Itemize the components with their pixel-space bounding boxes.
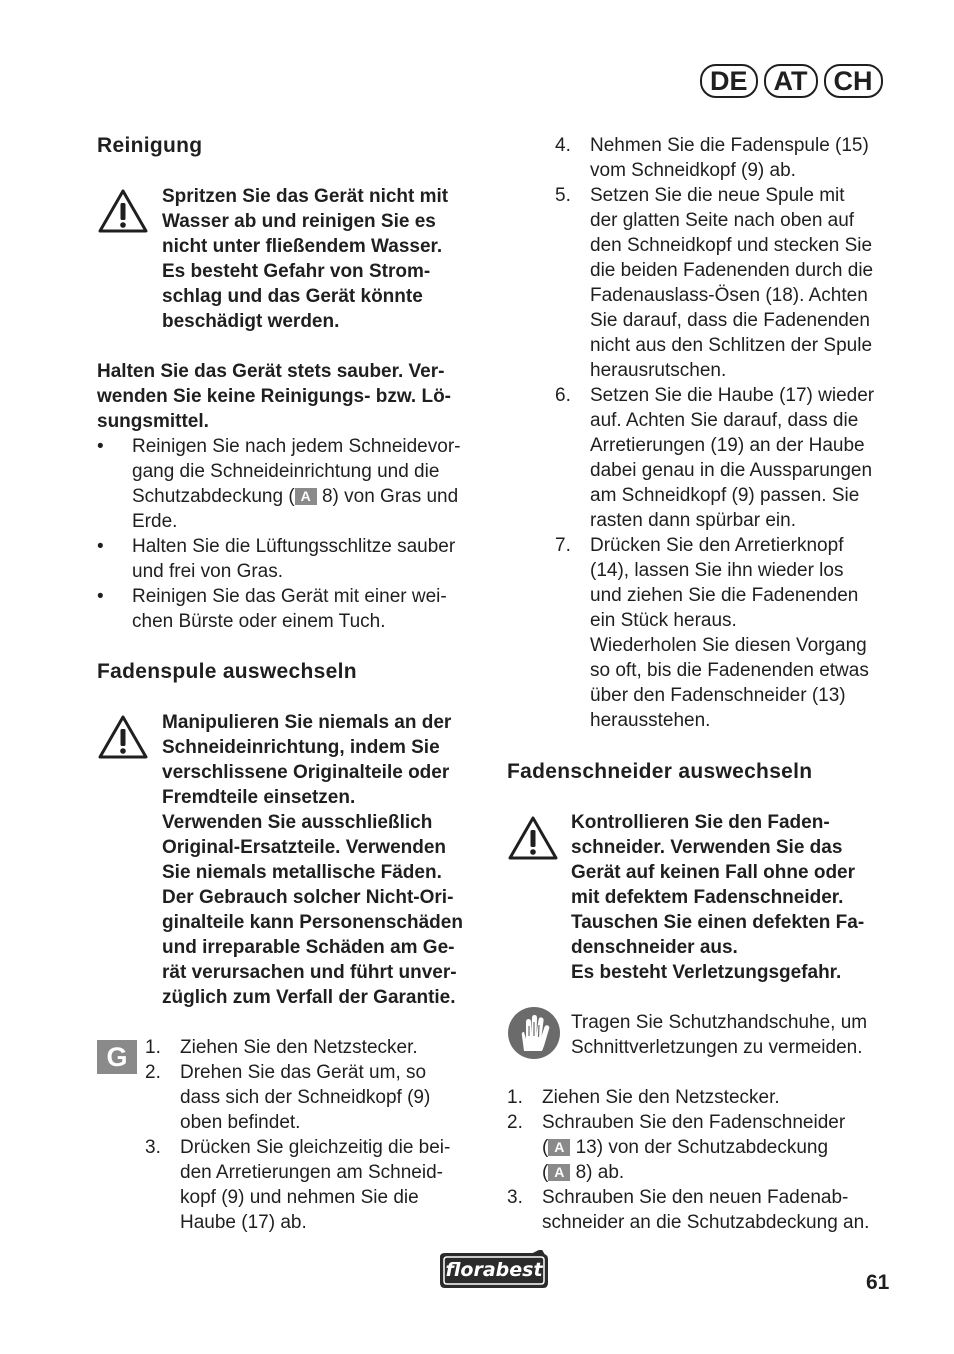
- spool-steps-continued: [555, 133, 900, 733]
- list-item: 5. Setzen Sie die neue Spule mit der glatten Seite nach oben auf den Schneidkopf und stecken Sie die beiden Fadenenden durch die Fadenauslass-Ösen (18). Achten Sie darauf, dass die Fadenenden nicht aus den Schlitzen der Spule herausrutschen.: [555, 185, 874, 381]
- spool-steps-list: [145, 1035, 495, 1235]
- warning-icon: [97, 188, 149, 234]
- list-item: 6. Setzen Sie die Haube (17) wieder auf. Achten Sie darauf, dass die Arretierungen (19) an der Haube dabei genau in die Aussparungen am Schneidkopf (9) passen. Sie rasten dann spürbar ein.: [555, 385, 875, 531]
- list-item: 3. Drücken Sie gleichzeitig die bei- den Arretierungen am Schneid- kopf (9) und nehmen Sie die Haube (17) ab.: [145, 1137, 451, 1233]
- protective-gloves-icon: [507, 1006, 561, 1060]
- list-item: 1. Ziehen Sie den Netzstecker.: [507, 1087, 780, 1108]
- figure-ref-badge: A: [548, 1139, 570, 1156]
- warning-text-reinigung: Spritzen Sie das Gerät nicht mit Wasser ab und reinigen Sie es nicht unter fließendem Wasser. Es besteht Gefahr von Strom- schlag und das Gerät könnte beschädigt werden.: [162, 186, 449, 332]
- cleaning-bullet-list: [97, 434, 497, 634]
- lang-ch: CH: [824, 64, 883, 98]
- list-item: • Reinigen Sie das Gerät mit einer wei- chen Bürste oder einem Tuch.: [97, 586, 447, 632]
- list-item: 7. Drücken Sie den Arretierknopf (14), lassen Sie ihn wieder los und ziehen Sie die Fadenenden ein Stück heraus. Wiederholen Sie diesen Vorgang so oft, bis die Fadenenden etwas über den Fadenschneider (13) herausstehen.: [555, 535, 869, 731]
- figure-ref-badge: A: [548, 1164, 570, 1181]
- figure-ref-badge: A: [295, 488, 317, 505]
- gloves-note: Tragen Sie Schutzhandschuhe, um Schnittverletzungen zu vermeiden.: [571, 1012, 868, 1058]
- warning-text-fadenschneider: Kontrollieren Sie den Faden- schneider. Verwenden Sie das Gerät auf keinen Fall ohne oder mit defektem Fadenschneider. Tauschen Sie einen defekten Fa- denschneider aus. Es besteht Verletzungsgefahr.: [571, 812, 865, 983]
- section-heading-reinigung: Reinigung: [97, 134, 203, 157]
- brand-logo-text: florabest: [445, 1259, 543, 1281]
- warning-icon: [507, 815, 559, 861]
- figure-g-badge: G: [97, 1040, 137, 1074]
- list-item: 4. Nehmen Sie die Fadenspule (15) vom Schneidkopf (9) ab.: [555, 135, 869, 181]
- section-heading-fadenspule: Fadenspule auswechseln: [97, 660, 357, 683]
- list-item: 3. Schrauben Sie den neuen Fadenab- schneider an die Schutzabdeckung an.: [507, 1187, 870, 1233]
- warning-icon: [97, 714, 149, 760]
- warning-text-fadenspule: Manipulieren Sie niemals an der Schneideinrichtung, indem Sie verschlissene Originalteile oder Fremdteile einsetzen. Verwenden Sie ausschließlich Original-Ersatzteile. Verwenden Sie niemals metallische Fäden. Der Gebrauch solcher Nicht-Ori- ginalteile kann Personenschäden und irreparable Schäden am Ge- rät verursachen und führt unver- züglich zum Verfall der Garantie.: [162, 712, 463, 1008]
- list-item: 2. Schrauben Sie den Fadenschneider ( A 13) von der Schutzabdeckung ( A 8) ab.: [507, 1112, 846, 1183]
- list-item: • Halten Sie die Lüftungsschlitze sauber und frei von Gras.: [97, 536, 456, 582]
- lang-at: AT: [764, 64, 818, 98]
- list-item: 1. Ziehen Sie den Netzstecker.: [145, 1037, 418, 1058]
- cutter-steps-list: [507, 1085, 897, 1235]
- brand-logo: [437, 1250, 551, 1290]
- cleaning-intro: Halten Sie das Gerät stets sauber. Ver- wenden Sie keine Reinigungs- bzw. Lö- sungsmittel.: [97, 361, 451, 432]
- section-heading-fadenschneider: Fadenschneider auswechseln: [507, 760, 813, 783]
- lang-de: DE: [700, 64, 758, 98]
- language-selector: [700, 64, 883, 98]
- list-item: • Reinigen Sie nach jedem Schneidevor- gang die Schneideinrichtung und die Schutzabdeckung ( A 8) von Gras und Erde.: [97, 436, 461, 532]
- list-item: 2. Drehen Sie das Gerät um, so dass sich der Schneidkopf (9) oben befindet.: [145, 1062, 431, 1133]
- page-number: 61: [866, 1271, 890, 1294]
